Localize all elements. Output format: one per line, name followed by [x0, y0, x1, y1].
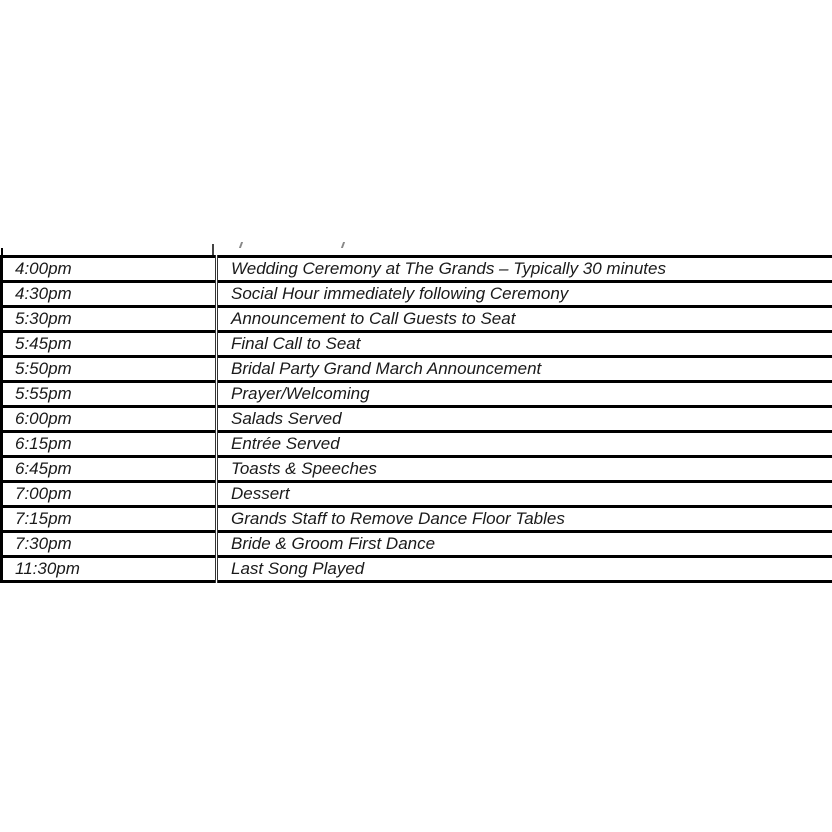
- time-cell: 7:15pm: [2, 507, 217, 532]
- text-descender-fragment: [239, 242, 243, 248]
- table-row: [2, 257, 832, 282]
- table-row: [2, 332, 832, 357]
- event-cell: Toasts & Speeches: [217, 457, 832, 482]
- event-cell: Prayer/Welcoming: [217, 382, 832, 407]
- event-cell: Entrée Served: [217, 432, 832, 457]
- time-cell: 4:30pm: [2, 282, 217, 307]
- event-cell: Last Song Played: [217, 557, 832, 582]
- table-row: [2, 357, 832, 382]
- time-cell: 5:45pm: [2, 332, 217, 357]
- time-cell: 11:30pm: [2, 557, 217, 582]
- time-cell: 6:45pm: [2, 457, 217, 482]
- event-cell: Social Hour immediately following Ceremony: [217, 282, 832, 307]
- event-cell: Bride & Groom First Dance: [217, 532, 832, 557]
- table-row: [2, 507, 832, 532]
- table-row: [2, 382, 832, 407]
- time-cell: 5:30pm: [2, 307, 217, 332]
- event-cell: Announcement to Call Guests to Seat: [217, 307, 832, 332]
- time-cell: 7:00pm: [2, 482, 217, 507]
- table-row: [2, 282, 832, 307]
- event-cell: Grands Staff to Remove Dance Floor Tables: [217, 507, 832, 532]
- event-cell: Bridal Party Grand March Announcement: [217, 357, 832, 382]
- text-descender-fragment: [341, 242, 345, 248]
- time-cell: 4:00pm: [2, 257, 217, 282]
- event-cell: Final Call to Seat: [217, 332, 832, 357]
- time-cell: 5:55pm: [2, 382, 217, 407]
- table-row: [2, 532, 832, 557]
- table-row: [2, 407, 832, 432]
- table-row: [2, 482, 832, 507]
- time-cell: 6:00pm: [2, 407, 217, 432]
- table-row: [2, 432, 832, 457]
- time-cell: 5:50pm: [2, 357, 217, 382]
- schedule-table: [0, 255, 832, 583]
- cut-off-previous-row: [0, 238, 832, 256]
- table-row: [2, 457, 832, 482]
- table-row: [2, 557, 832, 582]
- event-cell: Dessert: [217, 482, 832, 507]
- time-cell: 6:15pm: [2, 432, 217, 457]
- time-cell: 7:30pm: [2, 532, 217, 557]
- event-cell: Salads Served: [217, 407, 832, 432]
- event-cell: Wedding Ceremony at The Grands – Typically 30 minutes: [217, 257, 832, 282]
- table-row: [2, 307, 832, 332]
